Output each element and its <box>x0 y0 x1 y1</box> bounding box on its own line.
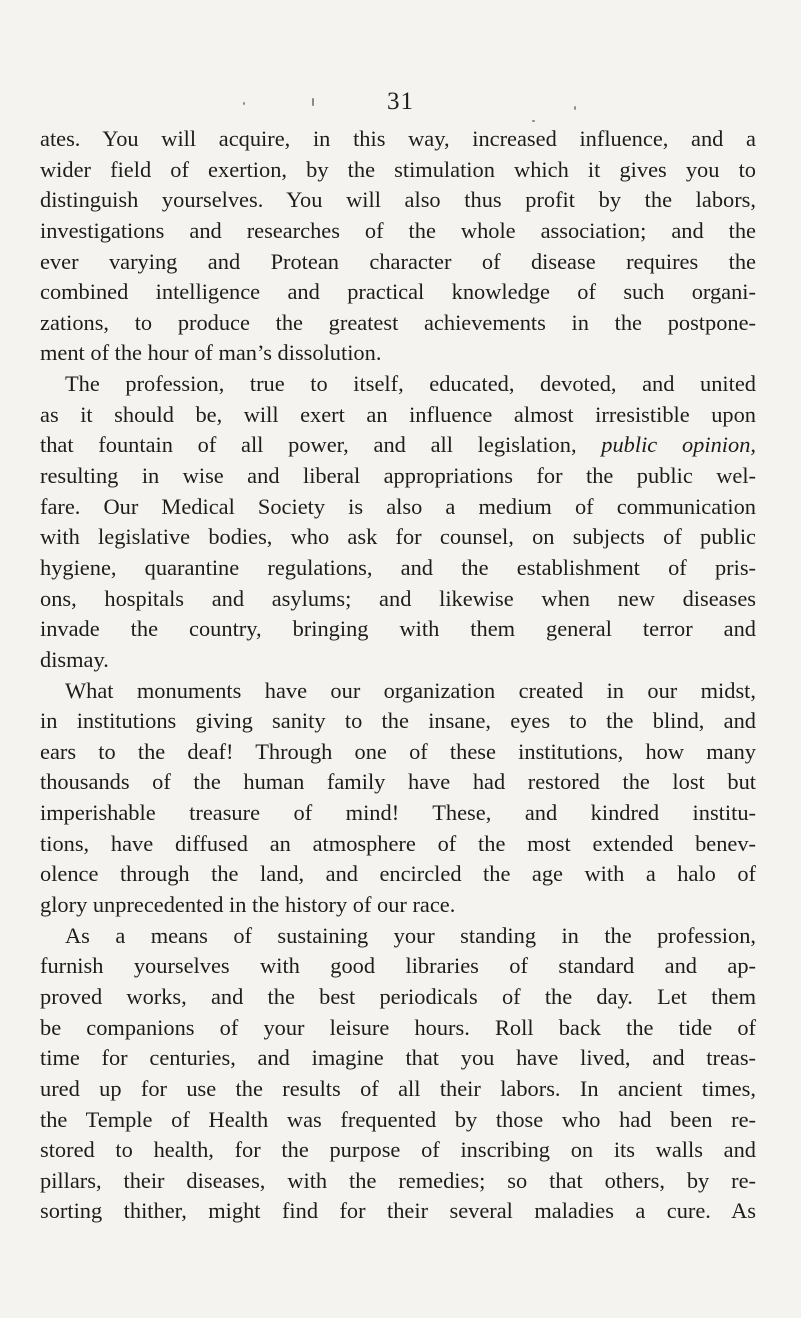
text-line: thousands of the human family have had restored the lost but <box>40 769 756 795</box>
text-line: ons, hospitals and asylums; and likewise when new diseases <box>40 585 756 611</box>
text-segment: that fountain of all power, and all legislation, <box>40 432 602 458</box>
text-line: stored to health, for the purpose of inscribing on its walls and <box>40 1137 756 1163</box>
text-line: be companions of your leisure hours. Roll back the tide of <box>40 1014 756 1040</box>
text-line: proved works, and the best periodicals of the day. Let them <box>40 983 756 1009</box>
text-line: hygiene, quarantine regulations, and the establishment of pris- <box>40 554 756 580</box>
text-line: glory unprecedented in the history of our race. <box>40 892 456 918</box>
text-line: sorting thither, might find for their several maladies a cure. As <box>40 1198 756 1224</box>
scan-speck <box>574 106 576 110</box>
text-line: ured up for use the results of all their labors. In ancient times, <box>40 1075 756 1101</box>
scan-speck <box>532 120 535 122</box>
text-line: combined intelligence and practical knowledge of such organi- <box>40 279 756 305</box>
text-line: dismay. <box>40 646 109 672</box>
text-line: in institutions giving sanity to the insane, eyes to the blind, and <box>40 708 756 734</box>
body-text <box>40 124 756 1227</box>
text-line: as it should be, will exert an influence almost irresistible upon <box>40 401 756 427</box>
page-number: 31 <box>387 88 414 115</box>
text-line: the Temple of Health was frequented by those who had been re- <box>40 1106 756 1132</box>
text-line: ever varying and Protean character of disease requires the <box>40 248 756 274</box>
text-line: ears to the deaf! Through one of these institutions, how many <box>40 738 756 764</box>
text-line: resulting in wise and liberal appropriations for the public wel- <box>40 463 756 489</box>
text-line: fare. Our Medical Society is also a medium of communication <box>40 493 756 519</box>
text-line: invade the country, bringing with them general terror and <box>40 616 756 642</box>
text-line: ates. You will acquire, in this way, increased influence, and a <box>40 126 756 151</box>
text-line: The profession, true to itself, educated, devoted, and united <box>65 371 756 397</box>
text-line: furnish yourselves with good libraries of standard and ap- <box>40 953 756 979</box>
scan-speck <box>312 98 314 106</box>
text-line: imperishable treasure of mind! These, and kindred institu- <box>40 800 756 826</box>
text-line: time for centuries, and imagine that you have lived, and treas- <box>40 1045 756 1071</box>
text-line <box>40 430 756 461</box>
scan-speck <box>243 102 245 105</box>
text-line: ment of the hour of man’s dissolution. <box>40 340 382 366</box>
text-line: distinguish yourselves. You will also thus profit by the labors, <box>40 187 756 213</box>
text-line: As a means of sustaining your standing in the profession, <box>65 922 756 948</box>
text-line: investigations and researches of the whole association; and the <box>40 217 756 243</box>
text-line: wider field of exertion, by the stimulation which it gives you to <box>40 156 756 182</box>
text-line: zations, to produce the greatest achievements in the postpone- <box>40 309 756 335</box>
italic-phrase: public opinion, <box>601 432 756 458</box>
text-line: What monuments have our organization created in our midst, <box>65 677 756 703</box>
text-line: with legislative bodies, who ask for counsel, on subjects of public <box>40 524 756 550</box>
text-line: pillars, their diseases, with the remedies; so that others, by re- <box>40 1167 756 1193</box>
text-line: olence through the land, and encircled the age with a halo of <box>40 861 756 887</box>
text-line: tions, have diffused an atmosphere of the most extended benev- <box>40 830 756 856</box>
